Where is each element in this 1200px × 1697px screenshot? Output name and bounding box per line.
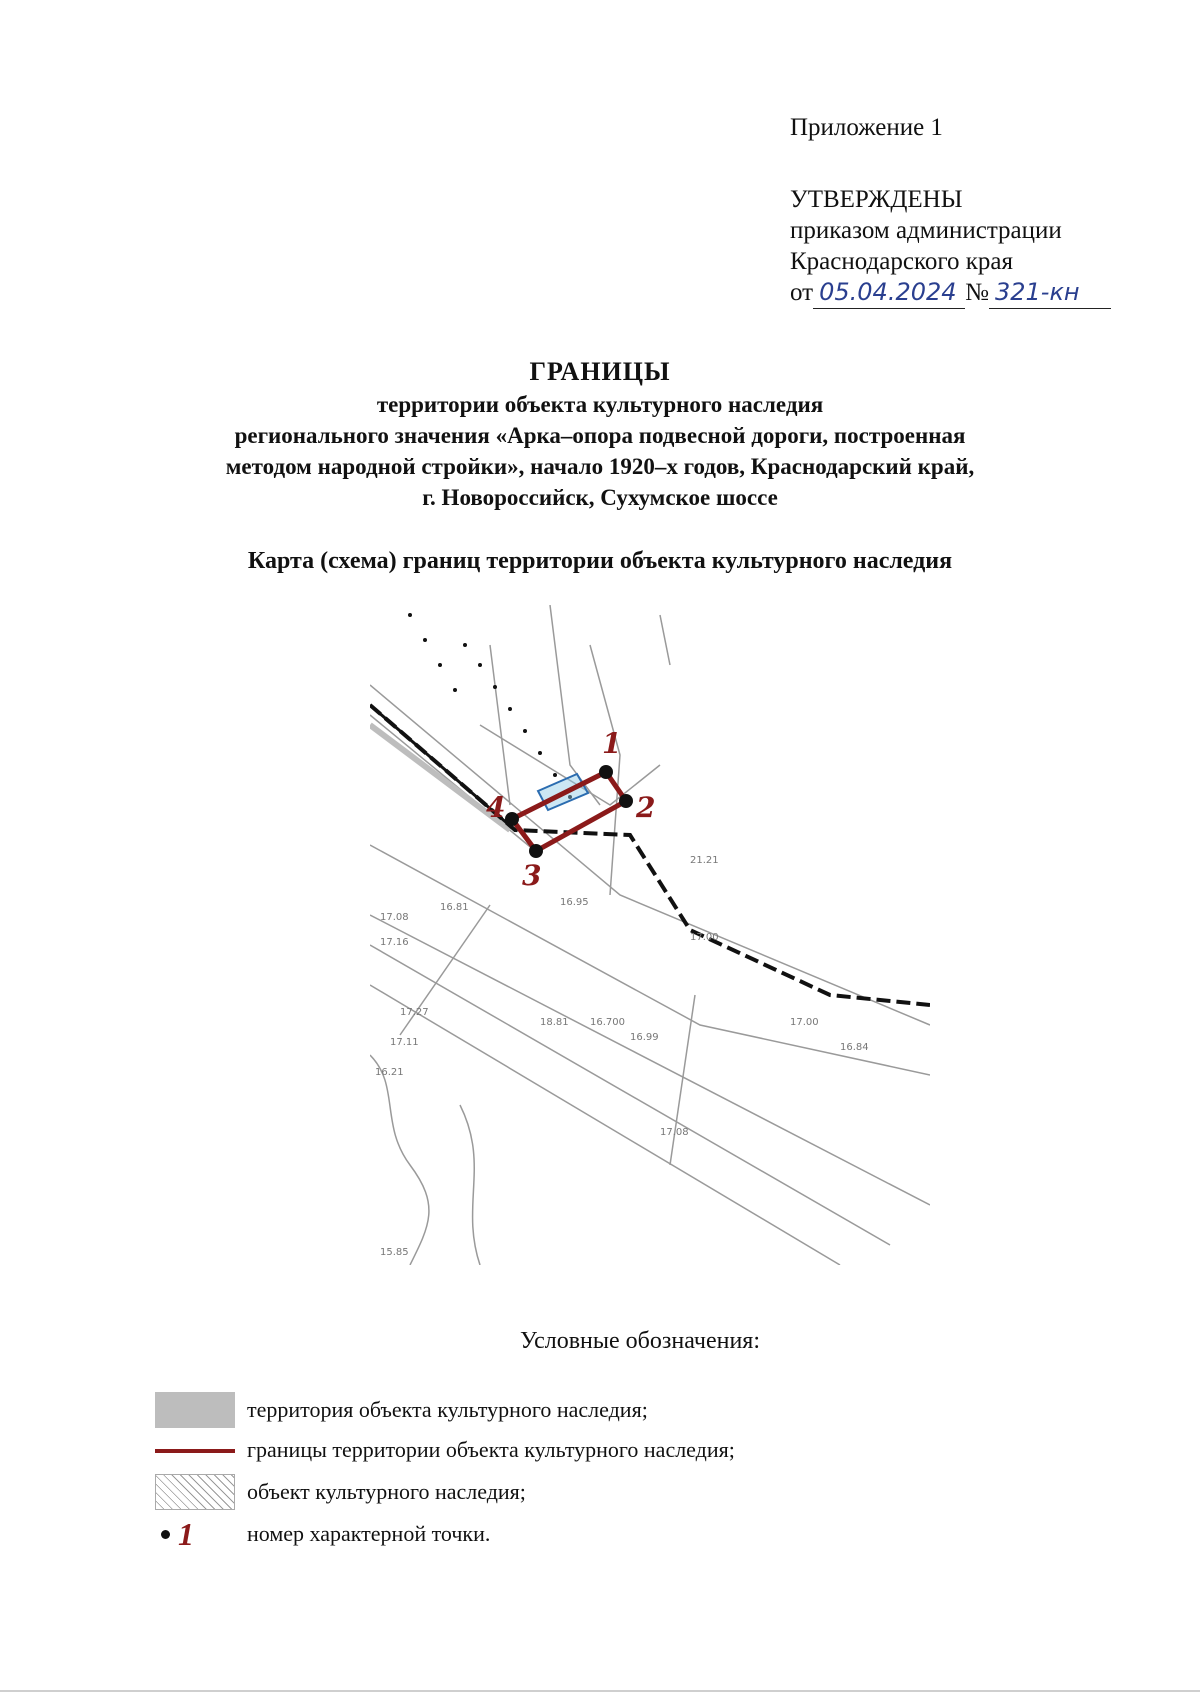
boundary-swatch xyxy=(155,1432,235,1468)
legend-label: номер характерной точки. xyxy=(247,1521,491,1546)
point-label-1: 1 xyxy=(602,727,622,760)
legend-item-boundary xyxy=(155,1430,735,1470)
order-date-number xyxy=(790,277,1111,309)
svg-text:17.08: 17.08 xyxy=(660,1127,689,1138)
point-swatch xyxy=(155,1516,235,1552)
legend-label: границы территории объекта культурного наследия; xyxy=(247,1437,735,1462)
svg-text:17.11: 17.11 xyxy=(390,1037,419,1048)
svg-text:16.21: 16.21 xyxy=(375,1067,404,1078)
svg-text:17.00: 17.00 xyxy=(790,1017,819,1028)
legend-label: территория объекта культурного наследия; xyxy=(247,1397,648,1422)
order-line-1: приказом администрации xyxy=(790,217,1062,244)
number-prefix: № xyxy=(965,279,989,306)
svg-text:18.81: 18.81 xyxy=(540,1017,569,1028)
svg-text:16.700: 16.700 xyxy=(590,1017,625,1028)
svg-text:16.99: 16.99 xyxy=(630,1032,659,1043)
legend-item-point xyxy=(155,1514,490,1554)
bottom-rule xyxy=(0,1690,1200,1692)
handwritten-number: 321-кн xyxy=(989,277,1111,309)
from-prefix: от xyxy=(790,279,814,306)
legend-title: Условные обозначения: xyxy=(519,1328,761,1354)
svg-text:16.84: 16.84 xyxy=(840,1042,869,1053)
svg-text:17.08: 17.08 xyxy=(380,912,409,923)
order-line-2: Краснодарского края xyxy=(790,248,1013,275)
boundary-point-1 xyxy=(599,765,613,779)
svg-text:16.81: 16.81 xyxy=(440,902,469,913)
legend-label: объект культурного наследия; xyxy=(247,1479,526,1504)
legend-item-object xyxy=(155,1472,526,1512)
point-label-3: 3 xyxy=(522,859,542,892)
title-line-1: территории объекта культурного наследия xyxy=(376,392,824,417)
boundary-point-4 xyxy=(505,812,519,826)
document-title xyxy=(140,355,1060,513)
handwritten-date: 05.04.2024 xyxy=(813,277,965,309)
svg-text:17.27: 17.27 xyxy=(400,1007,429,1018)
point-dot-icon xyxy=(161,1530,170,1539)
legend-item-territory xyxy=(155,1390,648,1430)
svg-text:17.00: 17.00 xyxy=(690,932,719,943)
appendix-label: Приложение 1 xyxy=(790,114,943,141)
title-line-3: методом народной стройки», начало 1920–х годов, Краснодарский край, xyxy=(225,454,975,479)
point-number-sample: 1 xyxy=(178,1515,194,1552)
boundary-point-3 xyxy=(529,844,543,858)
approved-label: УТВЕРЖДЕНЫ xyxy=(790,186,963,213)
svg-text:17.16: 17.16 xyxy=(380,937,409,948)
map-caption: Карта (схема) границ территории объекта культурного наследия xyxy=(247,548,953,574)
svg-text:15.85: 15.85 xyxy=(380,1247,409,1258)
svg-text:16.95: 16.95 xyxy=(560,897,589,908)
svg-text:21.21: 21.21 xyxy=(690,855,719,866)
approval-block xyxy=(790,112,1111,309)
object-hatch-swatch xyxy=(155,1474,235,1510)
point-label-4: 4 xyxy=(486,791,506,824)
boundary-point-2 xyxy=(619,794,633,808)
title-line-4: г. Новороссийск, Сухумское шоссе xyxy=(422,485,778,510)
title-main: ГРАНИЦЫ xyxy=(529,357,671,386)
point-label-2: 2 xyxy=(636,791,656,824)
title-line-2: регионального значения «Арка–опора подвесной дороги, построенная xyxy=(234,423,966,448)
boundary-map xyxy=(370,605,930,1265)
territory-swatch xyxy=(155,1392,235,1428)
